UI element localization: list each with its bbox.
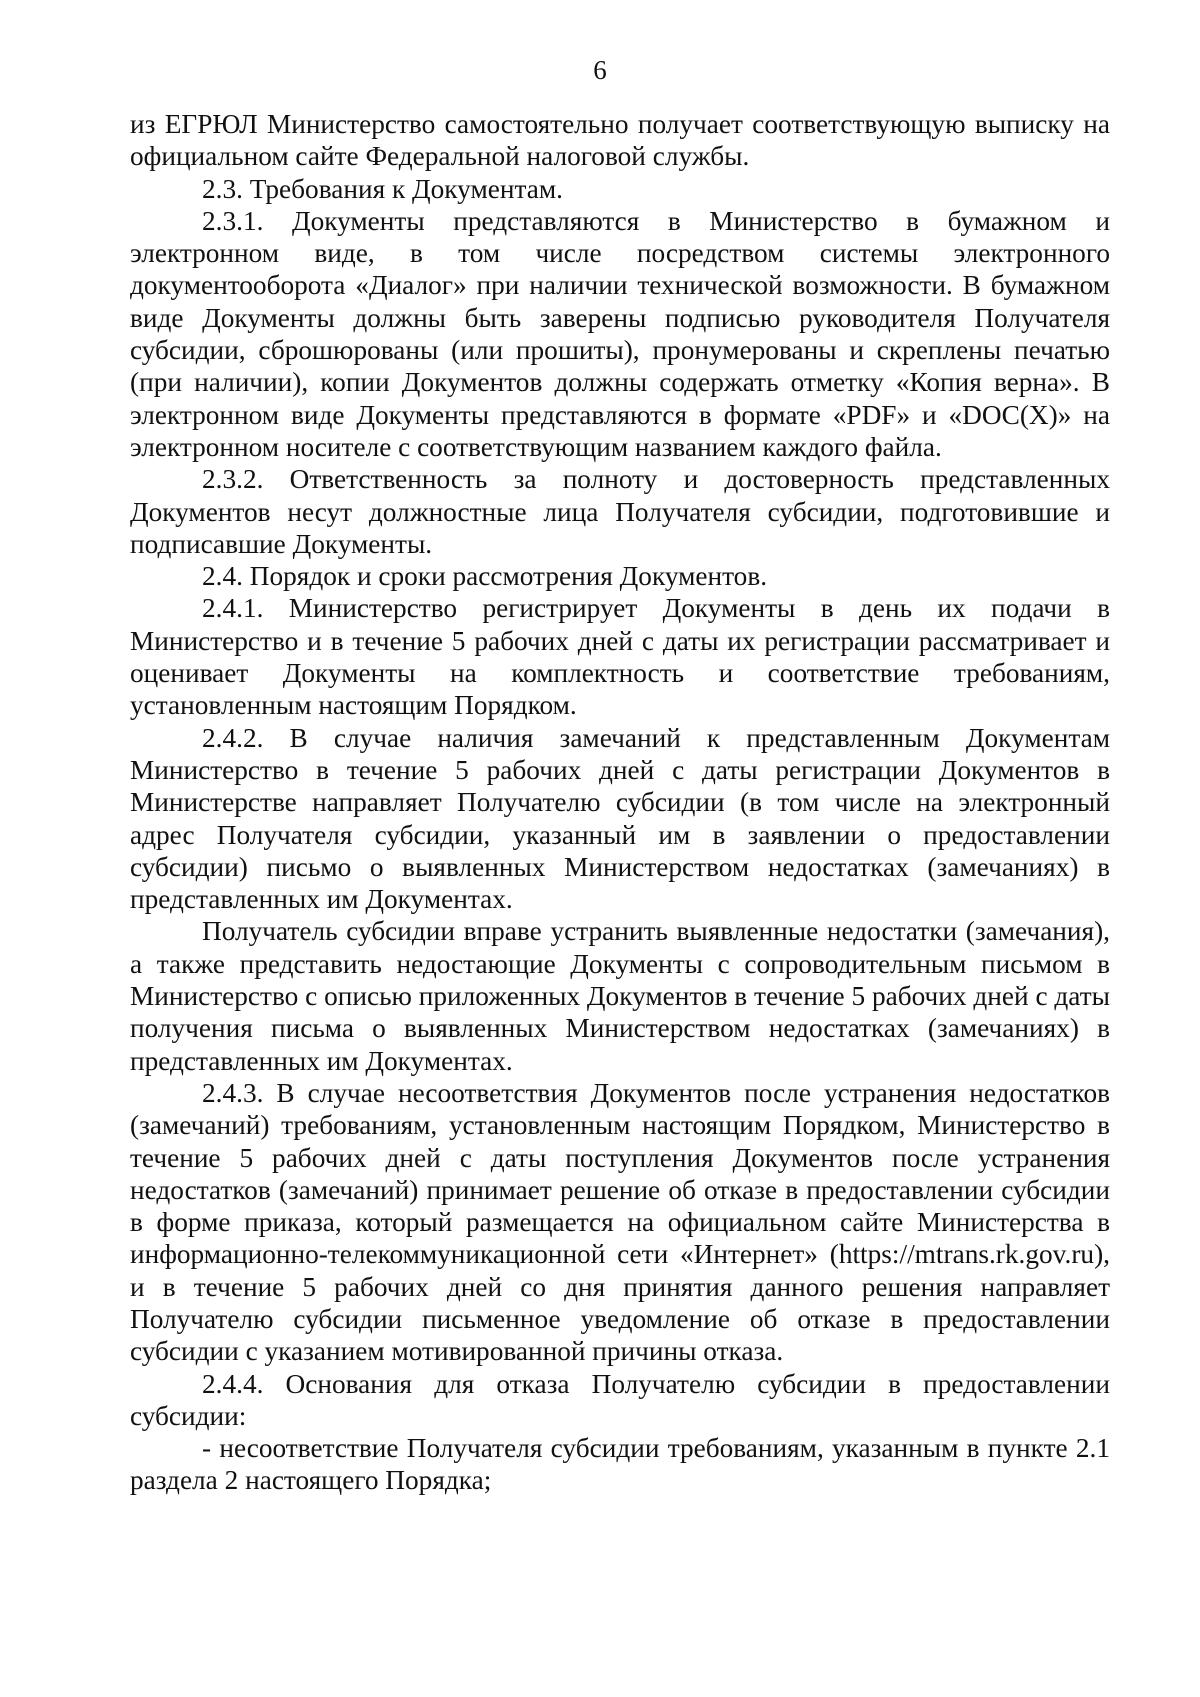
paragraph-egrul-extract: из ЕГРЮЛ Министерство самостоятельно получает соответствующую выписку на официальном сайте Федеральной налоговой службы. xyxy=(130,109,1110,172)
document-body xyxy=(130,108,1110,1497)
page-number: 6 xyxy=(593,55,607,85)
paragraph-2-4-1: 2.4.1. Министерство регистрирует Документы в день их подачи в Министерство и в течение 5 рабочих дней с даты их регистрации рассматривает и оценивает Документы на комплектность и соответствие требованиям, установленным настоящим Порядком. xyxy=(130,593,1110,721)
paragraph-2-4-4: 2.4.4. Основания для отказа Получателю субсидии в предоставлении субсидии: xyxy=(130,1368,1110,1431)
paragraph-2-4-3: 2.4.3. В случае несоответствия Документов после устранения недостатков (замечаний) требованиям, установленным настоящим Порядком, Министерство в течение 5 рабочих дней с даты поступления Документов после устранения недостатков (замечаний) принимает решение об отказе в предоставлении субсидии в форме приказа, который размещается на официальном сайте Министерства в информационно-телекоммуникационной сети «Интернет» (https://mtrans.rk.gov.ru), и в течение 5 рабочих дней со дня принятия данного решения направляет Получателю субсидии письменное уведомление об отказе в предоставлении субсидии с указанием мотивированной причины отказа. xyxy=(130,1077,1110,1367)
paragraph-2-3-2: 2.3.2. Ответственность за полноту и достоверность представленных Документов несут должностные лица Получателя субсидии, подготовившие и подписавшие Документы. xyxy=(130,464,1110,559)
section-heading-2-4: 2.4. Порядок и сроки рассмотрения Документов. xyxy=(202,561,768,592)
paragraph-2-3-1: 2.3.1. Документы представляются в Министерство в бумажном и электронном виде, в том числе посредством системы электронного документооборота «Диалог» при наличии технической возможности. В бумажном виде Документы должны быть заверены подписью руководителя Получателя субсидии, сброшюрованы (или прошиты), пронумерованы и скреплены печатью (при наличии), копии Документов должны содержать отметку «Копия верна». В электронном виде Документы представляются в формате «PDF» и «DOC(X)» на электронном носителе с соответствующим названием каждого файла. xyxy=(130,205,1110,462)
list-item-refusal-ground: - несоответствие Получателя субсидии требованиям, указанным в пункте 2.1 раздела 2 настоящего Порядка; xyxy=(130,1433,1110,1496)
paragraph-2-4-2: 2.4.2. В случае наличия замечаний к представленным Документам Министерство в течение 5 рабочих дней с даты регистрации Документов в Министерстве направляет Получателю субсидии (в том числе на электронный адрес Получателя субсидии, указанный им в заявлении о предоставлении субсидии) письмо о выявленных Министерством недостатках (замечаниях) в представленных им Документах. xyxy=(130,722,1110,915)
section-heading-2-3: 2.3. Требования к Документам. xyxy=(202,173,563,204)
paragraph-recipient-rights: Получатель субсидии вправе устранить выявленные недостатки (замечания), а также представить недостающие Документы с сопроводительным письмом в Министерство с описью приложенных Документов в течение 5 рабочих дней с даты получения письма о выявленных Министерством недостатках (замечаниях) в представленных им Документах. xyxy=(130,916,1110,1076)
